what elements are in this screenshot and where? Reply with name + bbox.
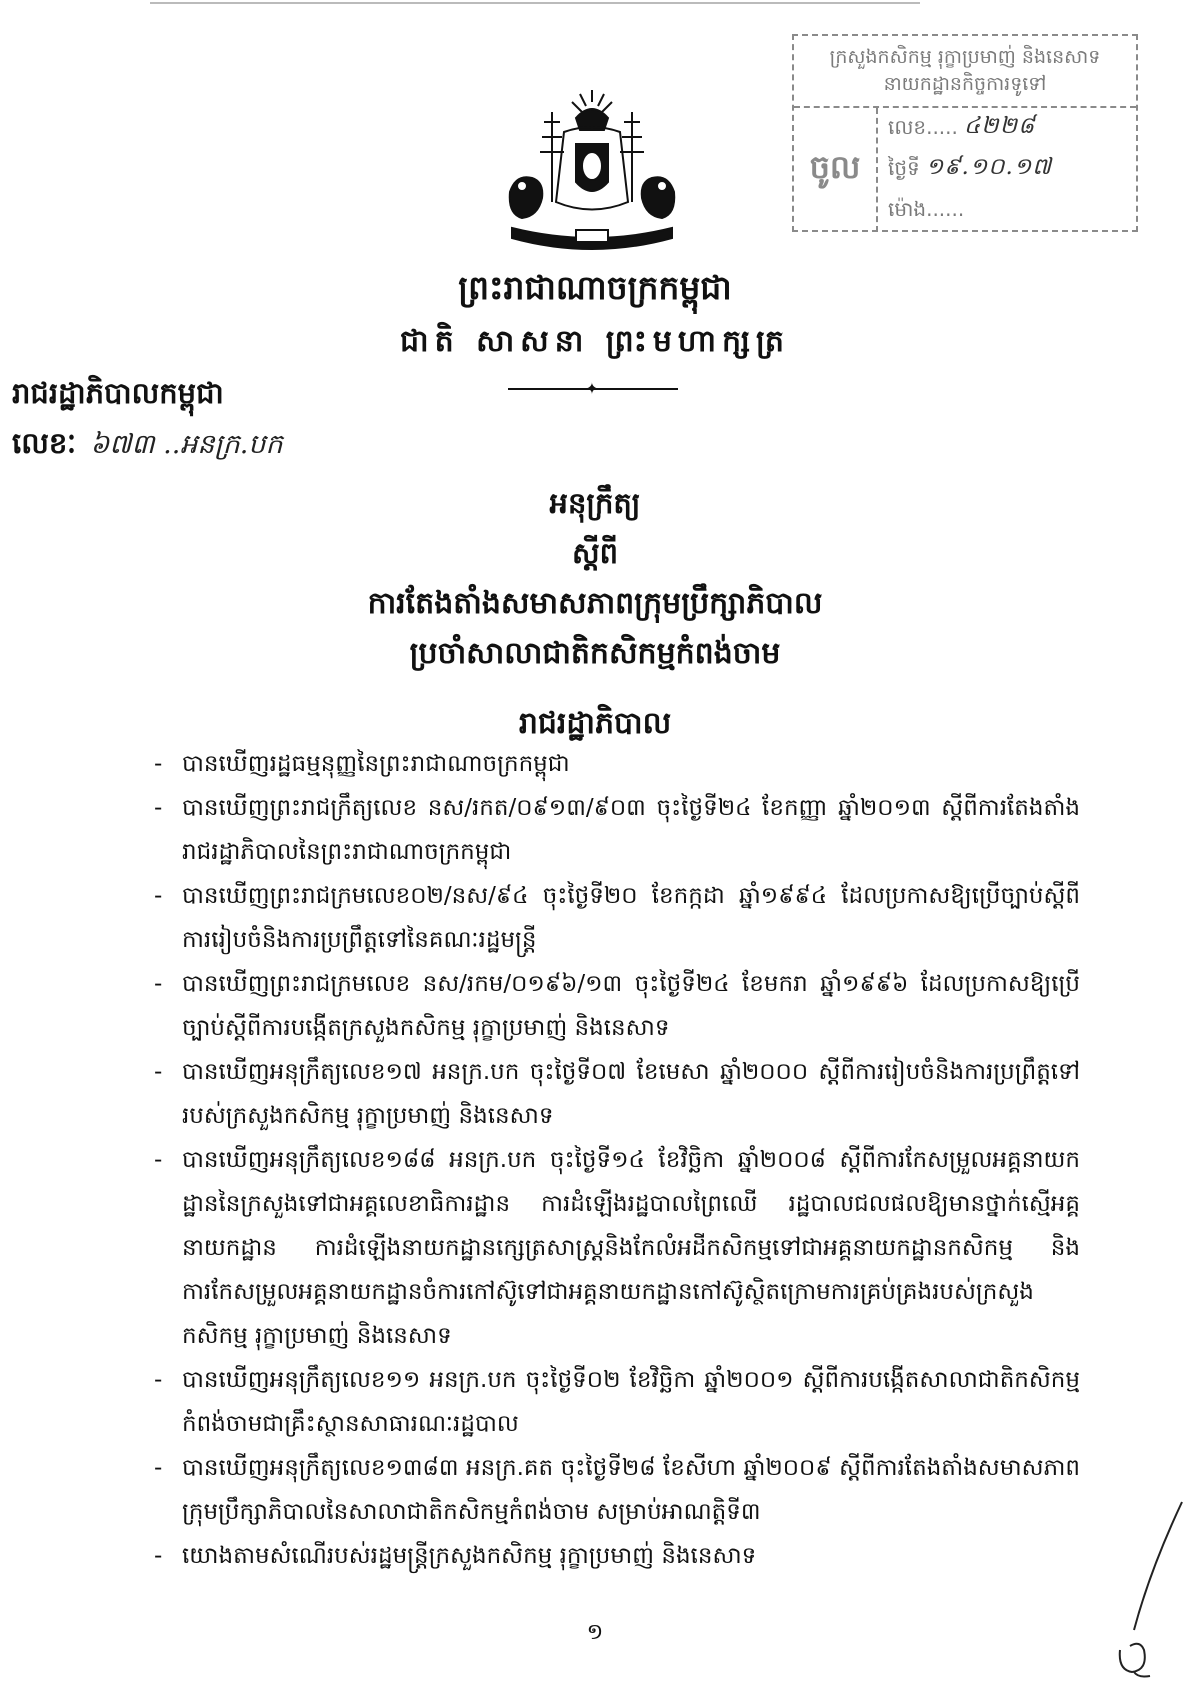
- stamp-number-label: លេខ.....: [888, 114, 958, 139]
- stamp-number-row: [878, 108, 1140, 149]
- clause-item: - បានឃើញអនុក្រឹត្យលេខ១៧ អនក្រ.បក ចុះថ្ងៃទី០៧ ខែមេសា ឆ្នាំ២០០០ ស្តីពីការរៀបចំនិងការប្រព្រឹត្តទៅរបស់ក្រសួងកសិកម្ម រុក្ខាប្រមាញ់ និងនេសាទ: [152, 1050, 1080, 1138]
- clause-item: - បានឃើញព្រះរាជក្រមលេខ០២/នស/៩៤ ចុះថ្ងៃទី២០ ខែកក្កដា ឆ្នាំ១៩៩៤ ដែលប្រកាសឱ្យប្រើច្បាប់ស្តីពីការរៀបចំនិងការប្រព្រឹត្តទៅនៃគណៈរដ្ឋមន្ត្រី: [152, 874, 1080, 962]
- clause-item: - បានឃើញអនុក្រឹត្យលេខ១៣៨៣ អនក្រ.គត ចុះថ្ងៃទី២៨ ខែសីហា ឆ្នាំ២០០៩ ស្តីពីការតែងតាំងសមាសភាពក្រុមប្រឹក្សាភិបាលនៃសាលាជាតិកសិកម្មកំពង់ចាម សម្រាប់អាណត្តិទី៣: [152, 1446, 1080, 1534]
- stamp-date-row: [878, 149, 1140, 190]
- preamble-clauses: [152, 742, 1080, 1578]
- national-motto: ជាតិ សាសនា ព្រះមហាក្សត្រ: [400, 324, 790, 359]
- stamp-date-label: ថ្ងៃទី: [888, 155, 920, 180]
- issuing-government: រាជរដ្ឋាភិបាលកម្ពុជា: [12, 376, 224, 410]
- stamp-number-value: ៤២២៨: [963, 113, 1036, 139]
- clause-item: - បានឃើញរដ្ឋធម្មនុញ្ញនៃព្រះរាជាណាចក្រកម្ពុជា: [152, 742, 1080, 786]
- document-number: [12, 426, 283, 468]
- clause-item: - បានឃើញព្រះរាជក្រឹត្យលេខ នស/រកត/០៩១៣/៩០៣ ចុះថ្ងៃទី២៤ ខែកញ្ញា ឆ្នាំ២០១៣ ស្តីពីការតែងតាំងរាជរដ្ឋាភិបាលនៃព្រះរាជាណាចក្រកម្ពុជា: [152, 786, 1080, 874]
- royal-coat-of-arms-icon: [492, 82, 692, 262]
- handwritten-initial-icon: [1090, 1500, 1190, 1683]
- page-number: ១: [586, 1620, 604, 1645]
- stamp-side-label: ចូល: [794, 108, 878, 232]
- kingdom-title: ព្រះរាជាណាចក្រកម្ពុជា: [458, 268, 732, 307]
- stamp-header: [794, 36, 1136, 108]
- document-number-value: ៦៧៣ ..អនក្រ.បក: [90, 429, 283, 460]
- receipt-stamp: [792, 34, 1138, 232]
- stamp-header-line1: ក្រសួងកសិកម្ម រុក្ខាប្រមាញ់ និងនេសាទ: [829, 46, 1101, 68]
- stamp-rows: [878, 108, 1140, 232]
- clause-item: - បានឃើញអនុក្រឹត្យលេខ១១ អនក្រ.បក ចុះថ្ងៃទី០២ ខែវិច្ឆិកា ឆ្នាំ២០០១ ស្តីពីការបង្កើតសាលាជាតិកសិកម្មកំពង់ចាមជាគ្រឹះស្ថានសាធារណៈរដ្ឋបាល: [152, 1358, 1080, 1446]
- subject-line-1: ការតែងតាំងសមាសភាពក្រុមប្រឹក្សាភិបាល: [367, 586, 823, 621]
- document-type-title: អនុក្រឹត្យ: [549, 486, 641, 520]
- stamp-hour-row: [878, 190, 1140, 231]
- divider-ornament-icon: ✦: [585, 379, 599, 398]
- subject-line-2: ប្រចាំសាលាជាតិកសិកម្មកំពង់ចាម: [409, 636, 781, 671]
- clause-item: - បានឃើញព្រះរាជក្រមលេខ នស/រកម/០១៩៦/១៣ ចុះថ្ងៃទី២៤ ខែមករា ឆ្នាំ១៩៩៦ ដែលប្រកាសឱ្យប្រើច្បាប់ស្តីពីការបង្កើតក្រសួងកសិកម្ម រុក្ខាប្រមាញ់ និងនេសាទ: [152, 962, 1080, 1050]
- subject-connector: ស្តីពី: [571, 536, 619, 570]
- document-number-label: លេខៈ: [12, 426, 77, 460]
- preamble-heading: រាជរដ្ឋាភិបាល: [518, 706, 672, 741]
- clause-item: - បានឃើញអនុក្រឹត្យលេខ១៨៨ អនក្រ.បក ចុះថ្ងៃទី១៤ ខែវិច្ឆិកា ឆ្នាំ២០០៨ ស្តីពីការកែសម្រួលអគ្គនាយកដ្ឋាននៃក្រសួងទៅជាអគ្គលេខាធិការដ្ឋាន ការដំឡើងរដ្ឋបាលព្រៃឈើ រដ្ឋបាលជលផលឱ្យមានថ្នាក់ស្មើអគ្គនាយកដ្ឋាន ការដំឡើងនាយកដ្ឋានក្សេត្រសាស្ត្រនិងកែលំអដីកសិកម្មទៅជាអគ្គនាយកដ្ឋានកសិកម្ម និងការកែសម្រួលអគ្គនាយកដ្ឋានចំការកៅស៊ូទៅជាអគ្គនាយកដ្ឋានកៅស៊ូស្ថិតក្រោមការគ្រប់គ្រងរបស់ក្រសួងកសិកម្ម រុក្ខាប្រមាញ់ និងនេសាទ: [152, 1138, 1080, 1358]
- clause-item: - យោងតាមសំណើរបស់រដ្ឋមន្ត្រីក្រសួងកសិកម្ម រុក្ខាប្រមាញ់ និងនេសាទ: [152, 1534, 1080, 1578]
- scan-edge-line: [150, 2, 920, 4]
- stamp-hour-label: ម៉ោង......: [888, 196, 965, 221]
- stamp-date-value: ១៩.១០.១៧: [925, 154, 1053, 180]
- stamp-header-line2: នាយកដ្ឋានកិច្ចការទូទៅ: [883, 73, 1047, 95]
